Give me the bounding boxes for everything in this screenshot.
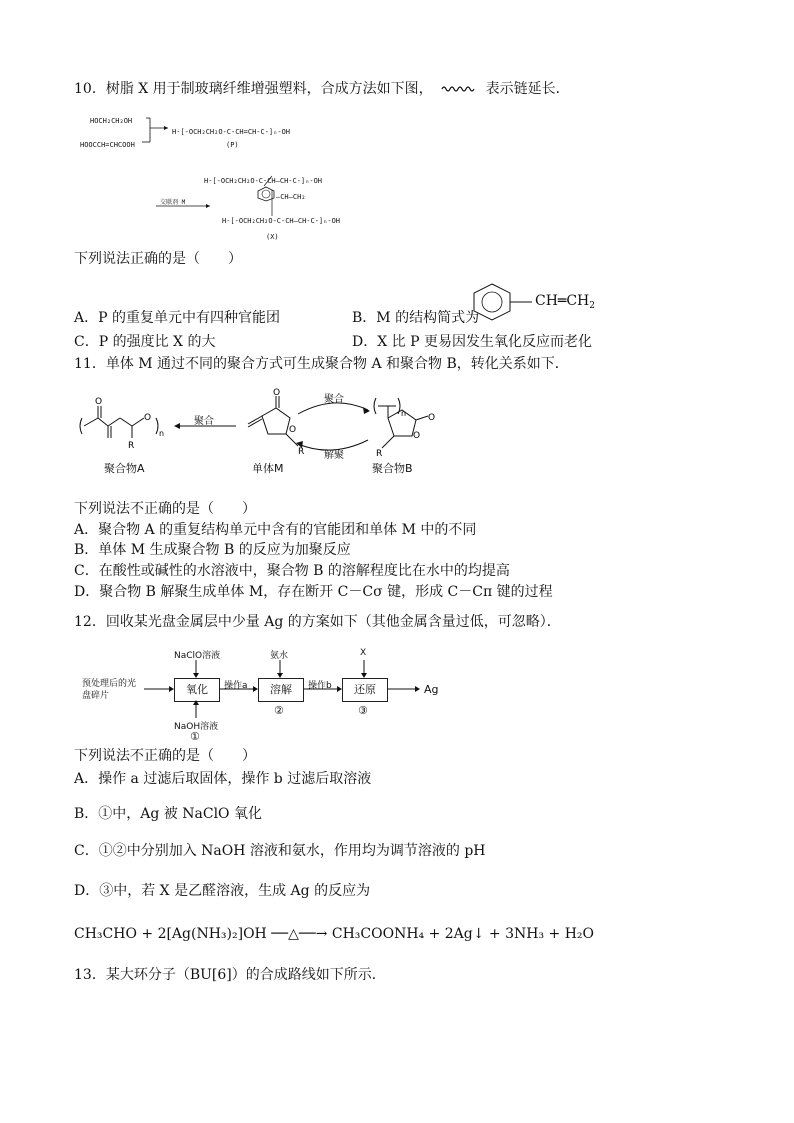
- styrene-ring-icon: [468, 280, 534, 324]
- polymer-p-label: (P): [226, 141, 239, 149]
- q12-option-b: B．①中，Ag 被 NaClO 氧化: [74, 806, 262, 822]
- q12-option-a: A．操作 a 过滤后取固体，操作 b 过滤后取溶液: [74, 771, 372, 787]
- q11-ask: 下列说法不正确的是（ ）: [74, 501, 256, 517]
- svg-text:O: O: [428, 413, 436, 423]
- wavy-line-icon: [441, 84, 477, 94]
- q10-stem-a: 10．树脂 X 用于制玻璃纤维增强塑料，合成方法如下图，: [74, 81, 433, 97]
- operation-b: 操作b: [308, 681, 332, 691]
- step-dissolution-box: 溶解: [258, 678, 304, 702]
- svg-text:R: R: [128, 441, 135, 451]
- arrow-back-label: 解聚: [324, 450, 344, 461]
- svg-text:O: O: [95, 397, 103, 407]
- q12-option-d: D．③中，若 X 是乙醛溶液，生成 Ag 的反应为: [74, 883, 371, 899]
- svg-text:O: O: [289, 425, 297, 435]
- polymer-x-bottom: H-[-OCH₂CH₂O-C-CH—CH-C-]ₙ-OH: [222, 217, 341, 225]
- polymer-a-label: 聚合物A: [104, 462, 145, 475]
- svg-text:n: n: [401, 409, 407, 418]
- q10-option-d: D．X 比 P 更易因发生氧化反应而老化: [352, 334, 592, 350]
- polymer-p-formula: H-[-OCH₂CH₂O-C-CH=CH-C-]ₙ-OH: [172, 128, 291, 136]
- svg-text:R: R: [298, 447, 305, 457]
- q12-option-c: C．①②中分别加入 NaOH 溶液和氨水，作用均为调节溶液的 pH: [74, 843, 486, 859]
- svg-text:O: O: [144, 413, 152, 423]
- svg-text:O: O: [273, 388, 281, 398]
- q10-figure: [76, 106, 356, 246]
- q12-flowchart: [74, 644, 454, 744]
- step-number-2: ②: [274, 704, 284, 717]
- q12-equation: CH₃CHO + 2[Ag(NH₃)₂]OH ──△──→ CH₃COONH₄ + 2Ag↓ + 3NH₃ + H₂O: [74, 926, 595, 942]
- arrow-left-label: 聚合: [194, 416, 214, 427]
- step-number-3: ③: [358, 704, 368, 717]
- flow-arrows: [74, 644, 454, 744]
- q12-stem: 12．回收某光盘金属层中少量 Ag 的方案如下（其他金属含量过低，可忽略）．: [74, 614, 561, 630]
- polymer-x-mid: —CH—CH₂: [276, 193, 306, 201]
- q10-option-b: B．M 的结构简式为: [352, 310, 480, 326]
- q11-option-a: A．聚合物 A 的重复结构单元中含有的官能团和单体 M 中的不同: [74, 522, 477, 538]
- monomer-m-label: 单体M: [252, 462, 284, 475]
- q12-ask: 下列说法不正确的是（ ）: [74, 748, 256, 764]
- q10-stem-b: 表示链延长．: [485, 81, 570, 97]
- svg-text:O: O: [413, 431, 421, 441]
- crosslinker-label: 交联剂 M: [160, 199, 186, 206]
- reagent-naoh: NaOH溶液: [174, 722, 219, 732]
- q11-stem: 11．单体 M 通过不同的聚合方式可生成聚合物 A 和聚合物 B，转化关系如下．: [74, 356, 569, 372]
- benzene-ring-icon: [256, 186, 276, 202]
- svg-text:n: n: [159, 429, 165, 438]
- operation-a: 操作a: [224, 681, 248, 691]
- q10-ask: 下列说法正确的是（ ）: [74, 251, 242, 267]
- flow-start: 预处理后的光盘碎片: [82, 679, 137, 701]
- polymer-b-label: 聚合物B: [372, 462, 413, 475]
- q11-option-d: D．聚合物 B 解聚生成单体 M，存在断开 C－Cσ 键，形成 C－Cπ 键的过程: [74, 584, 553, 600]
- q13-stem: 13．某大环分子（BU[6]）的合成路线如下所示．: [74, 967, 386, 983]
- q11-option-b: B．单体 M 生成聚合物 B 的反应为加聚反应: [74, 542, 351, 558]
- product-ag: Ag: [424, 683, 439, 696]
- polymer-x-top: H-[-OCH₂CH₂O-C-CH—CH-C-]ₙ-OH: [204, 177, 323, 185]
- arrow-right-label: 聚合: [324, 394, 344, 405]
- q11-option-c: C．在酸性或碱性的水溶液中，聚合物 B 的溶解程度比在水中的均提高: [74, 563, 510, 579]
- step-reduction-box: 还原: [342, 678, 388, 702]
- reagent-ammonia: 氨水: [270, 651, 289, 661]
- q10-option-a: A．P 的重复单元中有四种官能团: [74, 310, 280, 326]
- step-number-1: ①: [190, 730, 200, 743]
- q11-figure: [76, 388, 476, 488]
- polymer-x-label: (X): [266, 233, 279, 241]
- reagent-naclo: NaClO溶液: [174, 651, 221, 661]
- reagent-x: X: [360, 648, 367, 658]
- q10-option-c: C．P 的强度比 X 的大: [74, 334, 216, 350]
- styrene-vinyl: CH═CH: [535, 293, 590, 309]
- reactant-2: HOOCCH=CHCOOH: [80, 141, 135, 149]
- step-oxidation-box: 氧化: [174, 678, 220, 702]
- svg-text:R: R: [376, 449, 383, 459]
- reactant-1: HOCH₂CH₂OH: [90, 117, 133, 125]
